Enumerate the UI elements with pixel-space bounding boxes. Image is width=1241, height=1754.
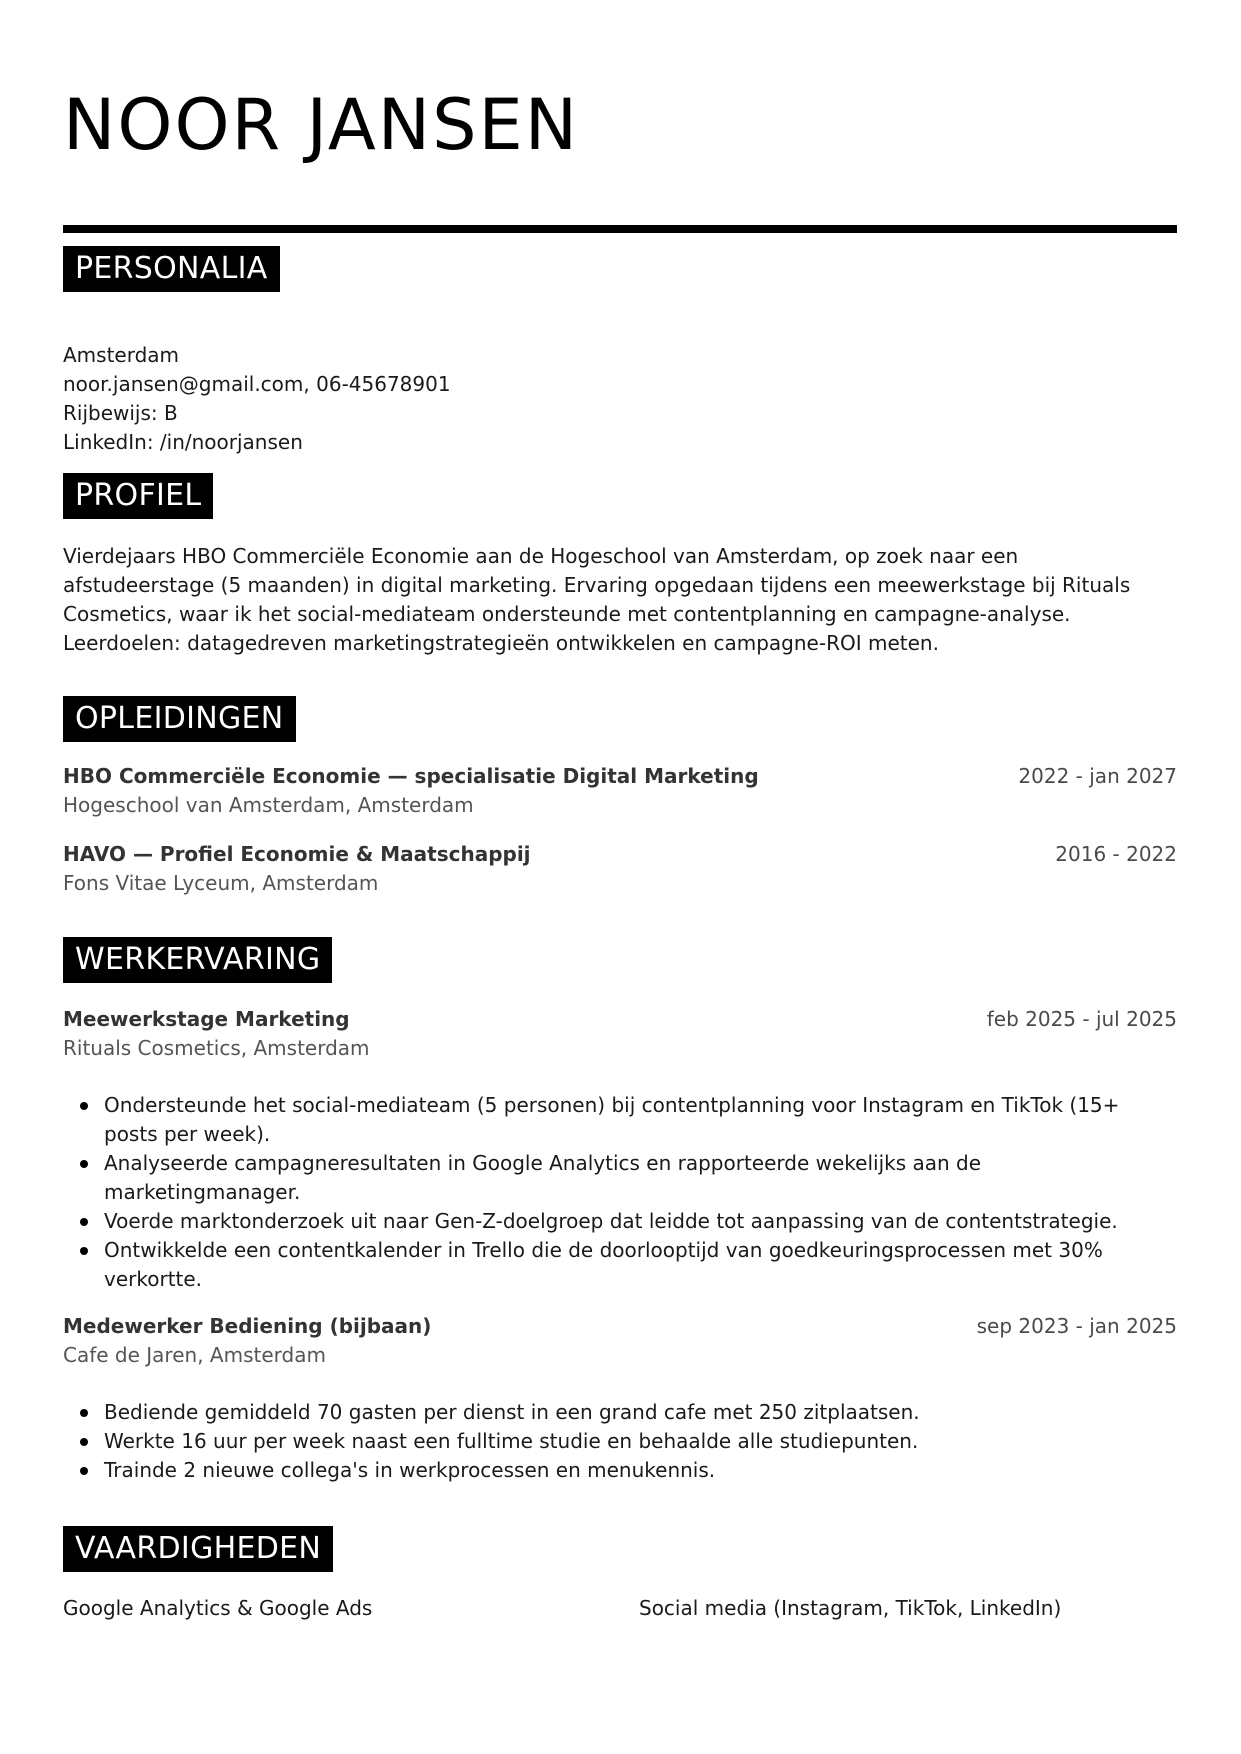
section-title-opleidingen: OPLEIDINGEN <box>63 696 296 742</box>
work-date: feb 2025 - jul 2025 <box>986 1007 1177 1031</box>
section-title-werkervaring: WERKERVARING <box>63 937 332 983</box>
education-school: Hogeschool van Amsterdam, Amsterdam <box>63 793 474 817</box>
skill-item: Social media (Instagram, TikTok, LinkedIn) <box>639 1596 1062 1620</box>
bullet-dot <box>80 1102 88 1110</box>
bullet-line: Bediende gemiddeld 70 gasten per dienst in een grand cafe met 250 zitplaatsen. <box>104 1400 920 1424</box>
bullet-dot <box>80 1409 88 1417</box>
work-date: sep 2023 - jan 2025 <box>976 1314 1177 1338</box>
bullet-dot <box>80 1218 88 1226</box>
bullet-line: marketingmanager. <box>104 1180 301 1204</box>
bullet-item <box>63 1149 1177 1207</box>
bullet-dot <box>80 1247 88 1255</box>
bullet-item <box>63 1207 1177 1236</box>
education-date: 2022 - jan 2027 <box>1018 764 1177 788</box>
personalia-license: Rijbewijs: B <box>63 401 178 425</box>
work-bullets <box>63 1398 1177 1485</box>
bullet-line: Trainde 2 nieuwe collega's in werkprocessen en menukennis. <box>104 1458 716 1482</box>
work-company: Rituals Cosmetics, Amsterdam <box>63 1036 370 1060</box>
header-divider <box>63 225 1177 233</box>
education-title: HBO Commerciële Economie — specialisatie Digital Marketing <box>63 764 759 788</box>
personalia-contact: noor.jansen@gmail.com, 06-45678901 <box>63 372 451 396</box>
education-entry <box>63 840 1177 898</box>
education-title: HAVO — Profiel Economie & Maatschappij <box>63 842 531 866</box>
bullet-item <box>63 1398 1177 1427</box>
bullet-item <box>63 1456 1177 1485</box>
profile-text <box>63 542 1177 658</box>
section-title-profiel: PROFIEL <box>63 473 213 519</box>
bullet-line: Voerde marktonderzoek uit naar Gen-Z-doelgroep dat leidde tot aanpassing van de contentstrategie. <box>104 1209 1118 1233</box>
skill-item: Google Analytics & Google Ads <box>63 1596 373 1620</box>
personalia-city: Amsterdam <box>63 343 180 367</box>
bullet-line: Ondersteunde het social-mediateam (5 personen) bij contentplanning voor Instagram en TikTok (15+ <box>104 1093 1120 1117</box>
personalia-linkedin: LinkedIn: /in/noorjansen <box>63 430 303 454</box>
bullet-line: Werkte 16 uur per week naast een fulltime studie en behaalde alle studiepunten. <box>104 1429 919 1453</box>
bullet-item <box>63 1091 1177 1149</box>
bullet-line: Ontwikkelde een contentkalender in Trello die de doorlooptijd van goedkeuringsprocessen met 30% <box>104 1238 1103 1262</box>
bullet-line: Analyseerde campagneresultaten in Google Analytics en rapporteerde wekelijks aan de <box>104 1151 982 1175</box>
bullet-item <box>63 1427 1177 1456</box>
work-bullets <box>63 1091 1177 1294</box>
work-entry <box>63 1005 1177 1063</box>
profile-line: afstudeerstage (5 maanden) in digital marketing. Ervaring opgedaan tijdens een meewerkstage bij Rituals <box>63 573 1131 597</box>
work-company: Cafe de Jaren, Amsterdam <box>63 1343 326 1367</box>
personalia-block <box>63 341 451 457</box>
section-title-vaardigheden: VAARDIGHEDEN <box>63 1526 333 1572</box>
profile-line: Vierdejaars HBO Commerciële Economie aan de Hogeschool van Amsterdam, op zoek naar een <box>63 544 1019 568</box>
bullet-item <box>63 1236 1177 1294</box>
profile-line: Cosmetics, waar ik het social-mediateam ondersteunde met contentplanning en campagne-analyse. <box>63 602 1071 626</box>
bullet-dot <box>80 1438 88 1446</box>
work-title: Meewerkstage Marketing <box>63 1007 350 1031</box>
work-title: Medewerker Bediening (bijbaan) <box>63 1314 432 1338</box>
work-entry <box>63 1312 1177 1370</box>
bullet-dot <box>80 1160 88 1168</box>
education-date: 2016 - 2022 <box>1055 842 1177 866</box>
profile-line: Leerdoelen: datagedreven marketingstrategieën ontwikkelen en campagne-ROI meten. <box>63 631 939 655</box>
bullet-line: posts per week). <box>104 1122 271 1146</box>
bullet-line: verkortte. <box>104 1267 203 1291</box>
education-entry <box>63 762 1177 820</box>
section-title-personalia: PERSONALIA <box>63 246 280 292</box>
candidate-name: NOOR JANSEN <box>63 84 580 166</box>
education-school: Fons Vitae Lyceum, Amsterdam <box>63 871 379 895</box>
bullet-dot <box>80 1467 88 1475</box>
